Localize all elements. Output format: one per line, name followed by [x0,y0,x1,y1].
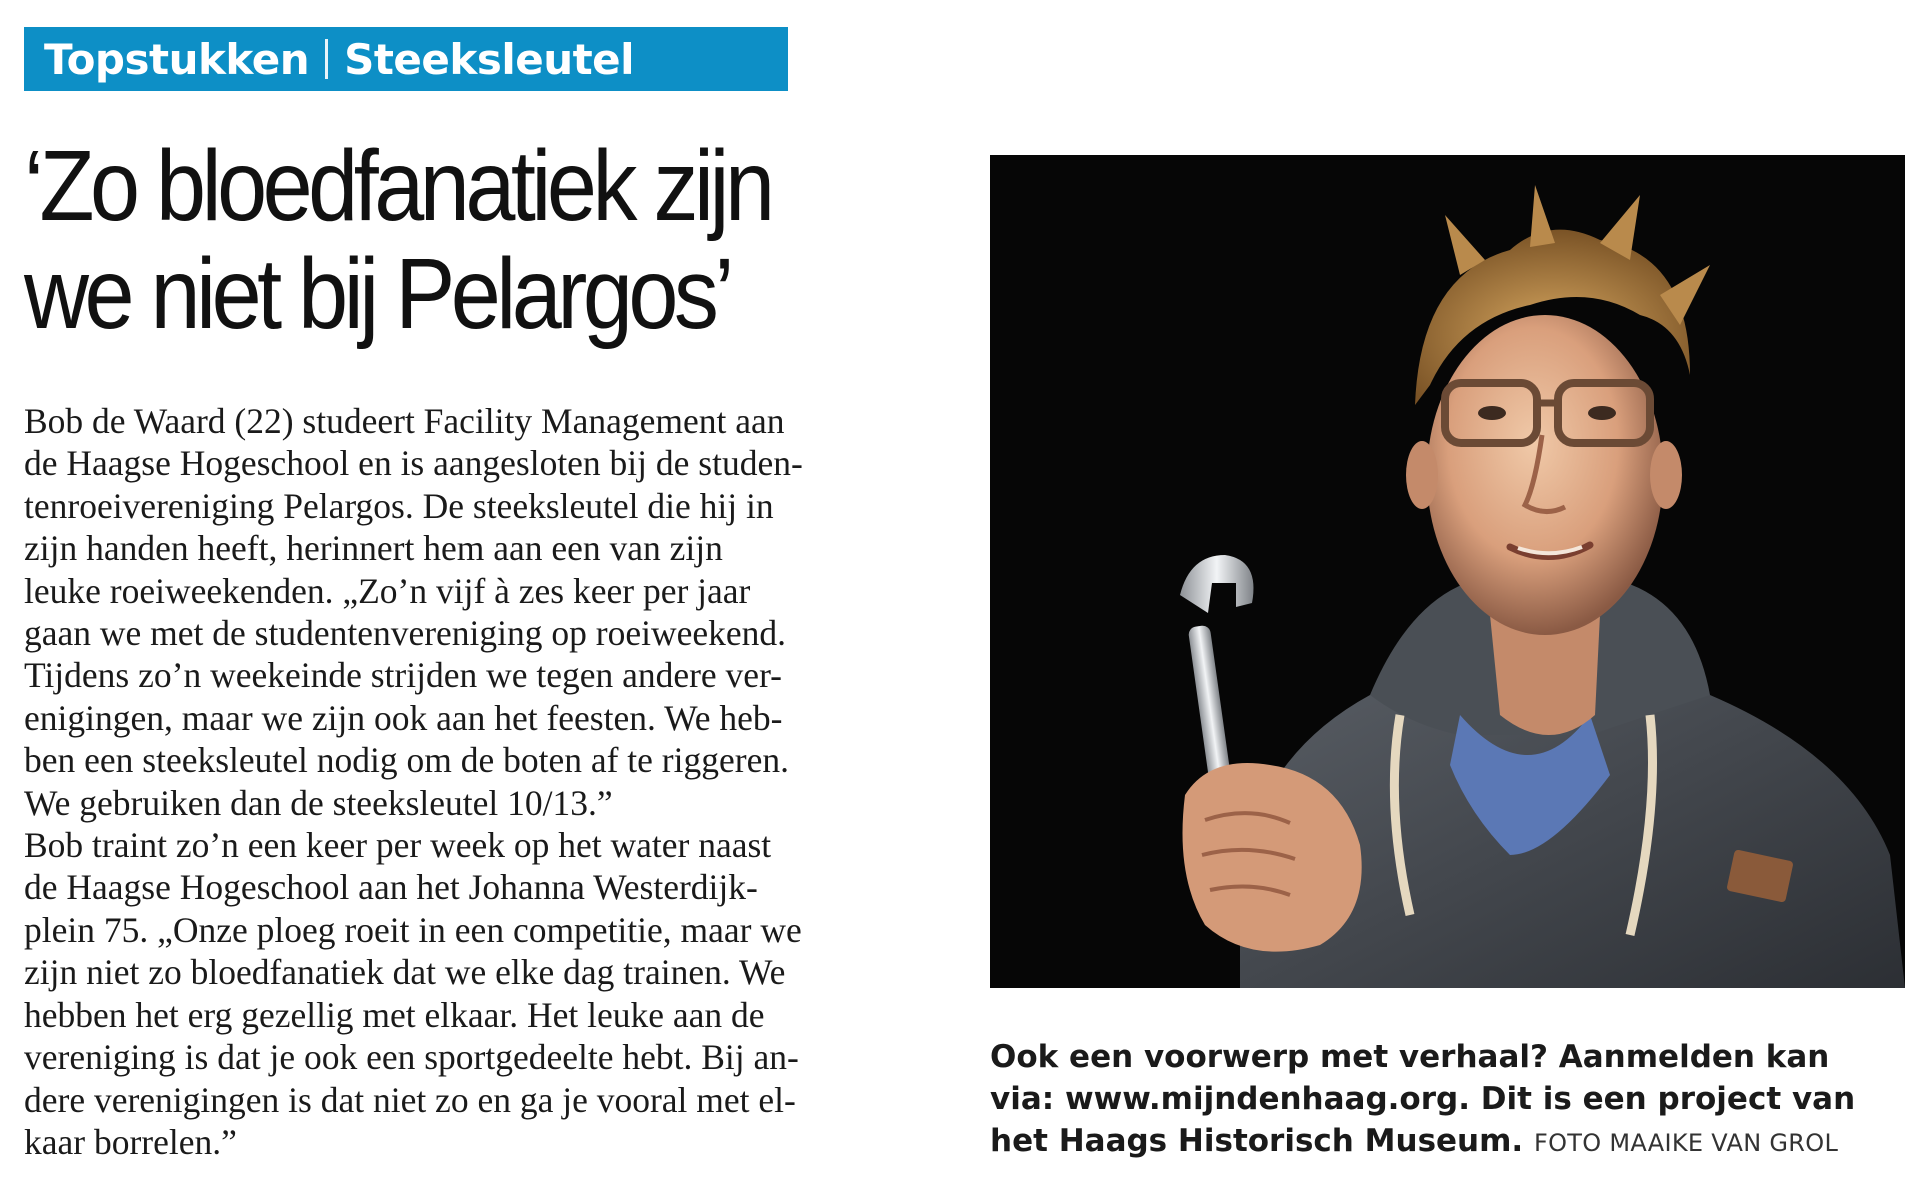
photo-caption [990,1036,1910,1164]
photo-credit: FOTO MAAIKE VAN GROL [1534,1129,1839,1157]
caption-line-last [990,1120,1910,1164]
body-line: gaan we met de studentenvereniging op roeiweekend. [24,613,786,654]
headline-line: ‘Zo bloedfanatiek zijn [24,130,771,242]
body-line: zijn handen heeft, herinnert hem aan een van zijn [24,528,723,569]
body-line: de Haagse Hogeschool aan het Johanna Westerdijk- [24,867,758,908]
body-line: Bob traint zo’n een keer per week op het water naast [24,825,772,866]
rubric-topic-label: Steeksleutel [344,34,635,84]
body-line: plein 75. „Onze ploeg roeit in een competitie, maar we [24,909,802,950]
rubric-divider [325,39,328,79]
body-line: kaar borrelen.” [24,1121,237,1162]
body-line: dere verenigingen is dat niet zo en ga je vooral met el- [24,1079,796,1120]
body-line: tenroeivereniging Pelargos. De steeksleutel die hij in [24,485,774,526]
headline-line: we niet bij Pelargos’ [24,238,730,350]
rubric-section-label: Topstukken [44,34,310,84]
caption-line: Ook een voorwerp met verhaal? Aanmelden kan [990,1039,1830,1075]
body-line: ben een steeksleutel nodig om de boten af te riggeren. [24,740,789,781]
caption-line: via: www.mijndenhaag.org. Dit is een project van [990,1081,1856,1117]
body-line: hebben het erg gezellig met elkaar. Het leuke aan de [24,994,765,1035]
body-line: vereniging is dat je ook een sportgedeelte hebt. Bij an- [24,1037,799,1078]
article-body [24,400,944,1163]
caption-text: het Haags Historisch Museum. [990,1123,1524,1159]
article-photo [990,155,1905,988]
body-line: zijn niet zo bloedfanatiek dat we elke dag trainen. We [24,952,786,993]
section-rubric [24,27,788,91]
body-line: Bob de Waard (22) studeert Facility Management aan [24,401,785,441]
body-line: We gebruiken dan de steeksleutel 10/13.” [24,782,613,823]
article-headline [24,132,834,348]
body-line: de Haagse Hogeschool en is aangesloten bij de studen- [24,443,803,484]
body-line: Tijdens zo’n weekeinde strijden we tegen andere ver- [24,655,782,696]
body-line: leuke roeiweekenden. „Zo’n vijf à zes keer per jaar [24,570,751,611]
portrait-illustration [990,155,1905,988]
body-line: enigingen, maar we zijn ook aan het feesten. We heb- [24,697,783,738]
